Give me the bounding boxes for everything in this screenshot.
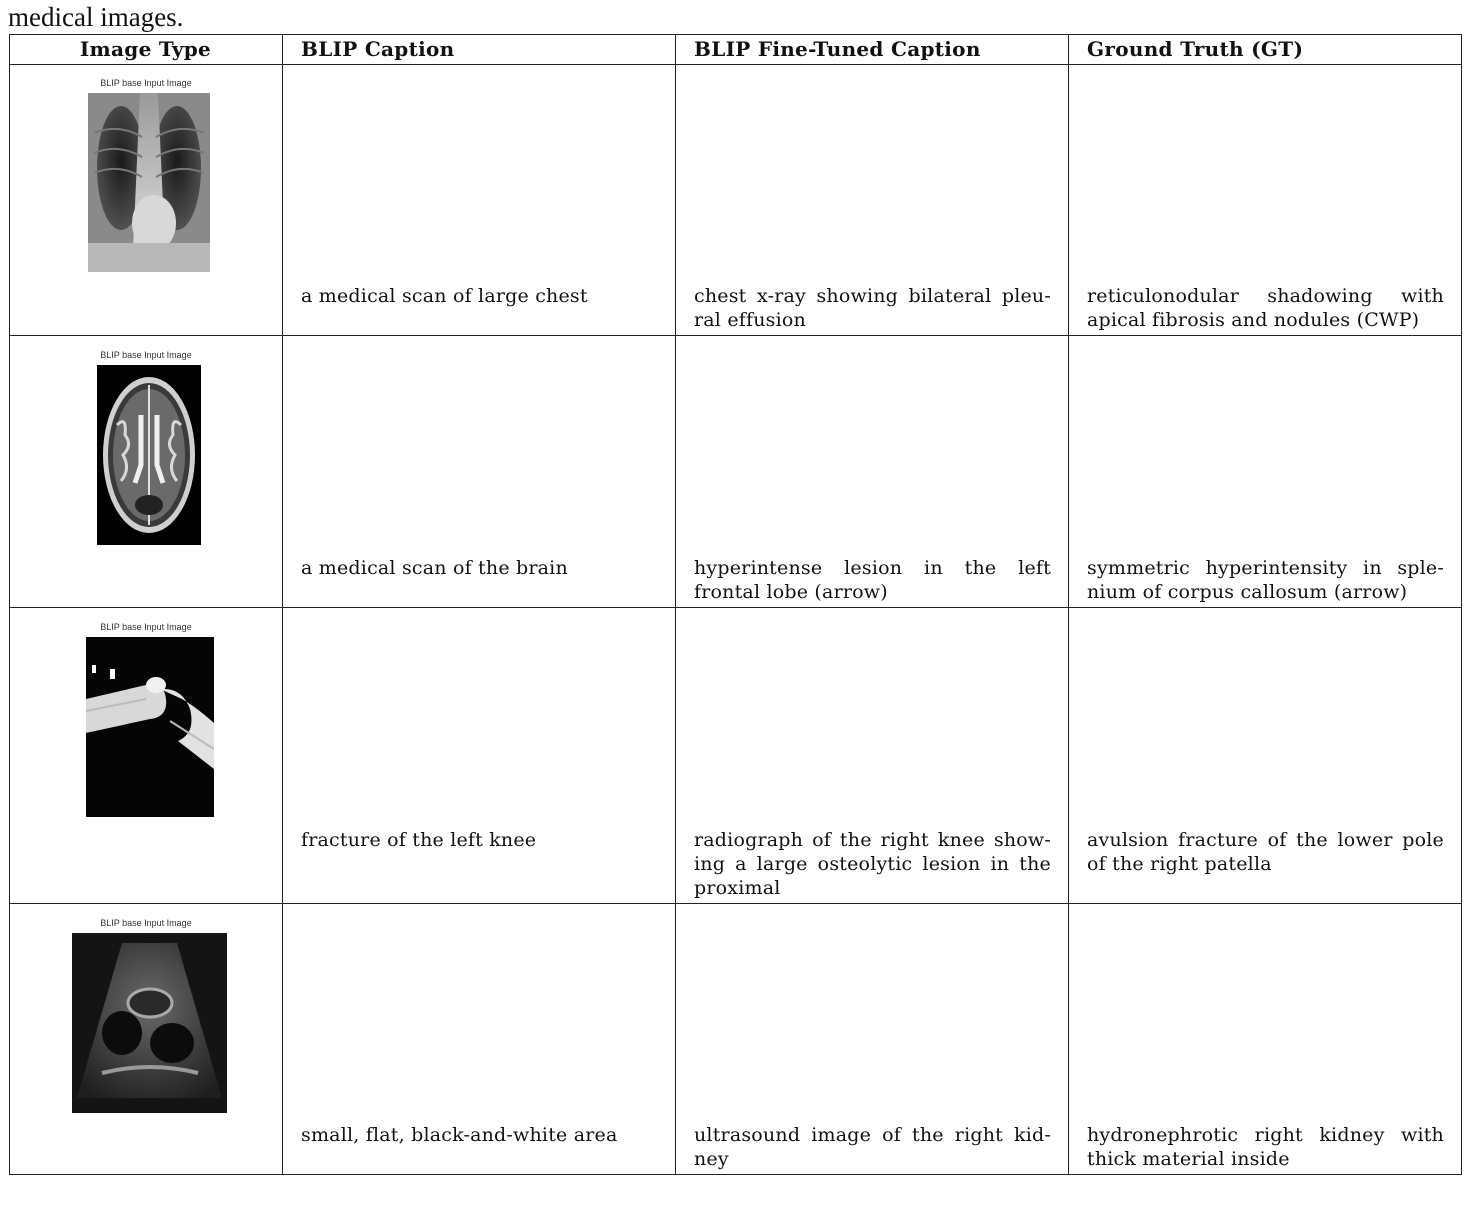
- image-caption-label: BLIP base Input Image: [100, 622, 192, 632]
- blip-caption: a medical scan of large chest: [301, 285, 588, 307]
- column-header-blip-caption: BLIP Caption: [301, 37, 455, 61]
- column-header-ground-truth: Ground Truth (GT): [1087, 37, 1304, 61]
- fine-tuned-caption: hyperintense lesion in the left frontal lobe (arrow): [694, 557, 1051, 603]
- lead-text: medical images.: [8, 2, 184, 32]
- fine-tuned-caption: radiograph of the right knee show-ing a large osteolytic lesion in the proximal: [694, 829, 1051, 899]
- image-caption-label: BLIP base Input Image: [100, 350, 192, 360]
- ground-truth-caption: reticulonodular shadowing with apical fibrosis and nodules (CWP): [1087, 285, 1444, 331]
- blip-caption: fracture of the left knee: [301, 829, 537, 851]
- image-caption-label: BLIP base Input Image: [100, 78, 192, 88]
- image-caption-label: BLIP base Input Image: [100, 918, 192, 928]
- kidney-ultrasound-image: [72, 933, 227, 1113]
- fine-tuned-caption: chest x-ray showing bilateral pleu-ral effusion: [694, 285, 1051, 331]
- fine-tuned-caption: ultrasound image of the right kid-ney: [694, 1124, 1051, 1170]
- knee-xray-image: [86, 637, 214, 817]
- results-table: [9, 34, 1462, 1175]
- chest-xray-image: [88, 93, 210, 272]
- ground-truth-caption: symmetric hyperintensity in sple-nium of corpus callosum (arrow): [1087, 557, 1444, 603]
- ground-truth-caption: avulsion fracture of the lower pole of the right patella: [1087, 829, 1444, 875]
- column-header-image-type: Image Type: [79, 37, 212, 61]
- brain-mri-image: [97, 365, 201, 545]
- ground-truth-caption: hydronephrotic right kidney with thick material inside: [1087, 1124, 1444, 1170]
- blip-caption: small, flat, black-and-white area: [301, 1124, 618, 1146]
- column-header-blip-fine-tuned-caption: BLIP Fine-Tuned Caption: [694, 37, 981, 61]
- blip-caption: a medical scan of the brain: [301, 557, 568, 579]
